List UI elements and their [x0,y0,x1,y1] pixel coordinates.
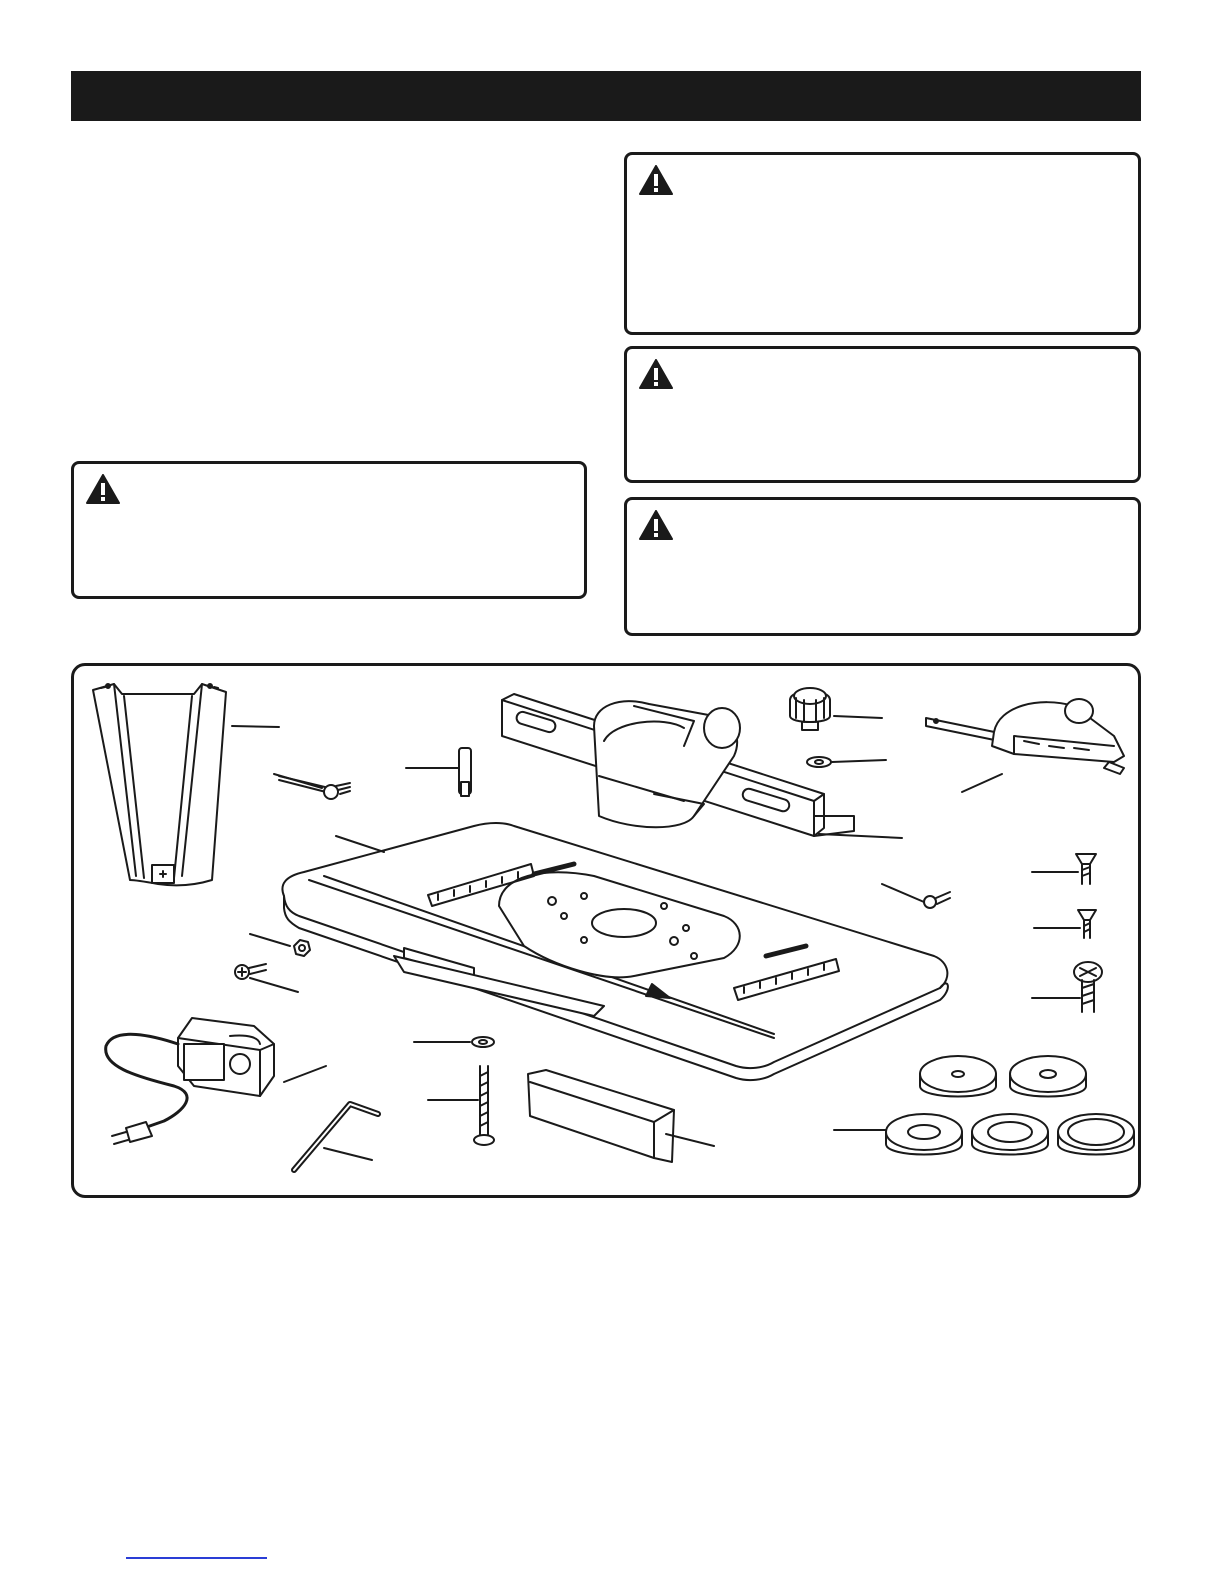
insert-ring-icon [1010,1056,1086,1097]
flat-head-screw-icon [1074,962,1102,1012]
insert-ring-icon [972,1114,1048,1155]
parts-illustration-panel [71,663,1141,1198]
switch-box-power-cord-icon [106,1018,274,1144]
leader-line [336,836,384,852]
miter-gauge-icon [926,699,1124,774]
warning-box-right-1 [624,152,1141,335]
flat-washer-icon [807,757,831,767]
flat-washer-icon [472,1037,494,1047]
leader-line [832,760,886,762]
router-table-top-icon [282,823,947,1080]
pan-head-screw-icon [235,964,266,979]
intro-text-block [71,160,586,440]
insert-ring-icon [886,1114,962,1155]
wood-screw-icon [924,892,950,908]
insert-ring-icon [920,1056,996,1097]
flat-head-screw-icon [1076,854,1096,884]
warning-box-right-3 [624,497,1141,636]
hex-nut-icon [294,940,310,956]
warning-triangle-icon [86,474,120,504]
guide-pin-icon [459,748,471,796]
leader-line [232,726,279,727]
leader-line [284,1066,326,1082]
leader-line [819,834,902,838]
carriage-bolt-icon [474,1066,494,1145]
leader-line [834,716,882,718]
warning-triangle-icon [639,165,673,195]
leader-line [882,884,924,902]
warning-box-right-2 [624,346,1141,483]
leader-line [324,1148,372,1160]
warning-triangle-icon [639,359,673,389]
insert-ring-icon [1058,1114,1134,1155]
fence-knob-icon [790,688,830,730]
section-header-bar [71,71,1141,121]
warning-triangle-icon [639,510,673,540]
leader-line [962,774,1002,792]
hex-key-icon [294,1104,378,1170]
leader-line [250,978,298,992]
leader-line [250,934,290,946]
parts-illustration [74,666,1138,1195]
warning-box-left [71,461,587,599]
flat-head-screw-icon [1078,910,1096,938]
table-leg-icon [93,684,226,885]
featherboard-bracket-icon [528,1070,674,1162]
footer-link-underline[interactable] [126,1557,267,1559]
